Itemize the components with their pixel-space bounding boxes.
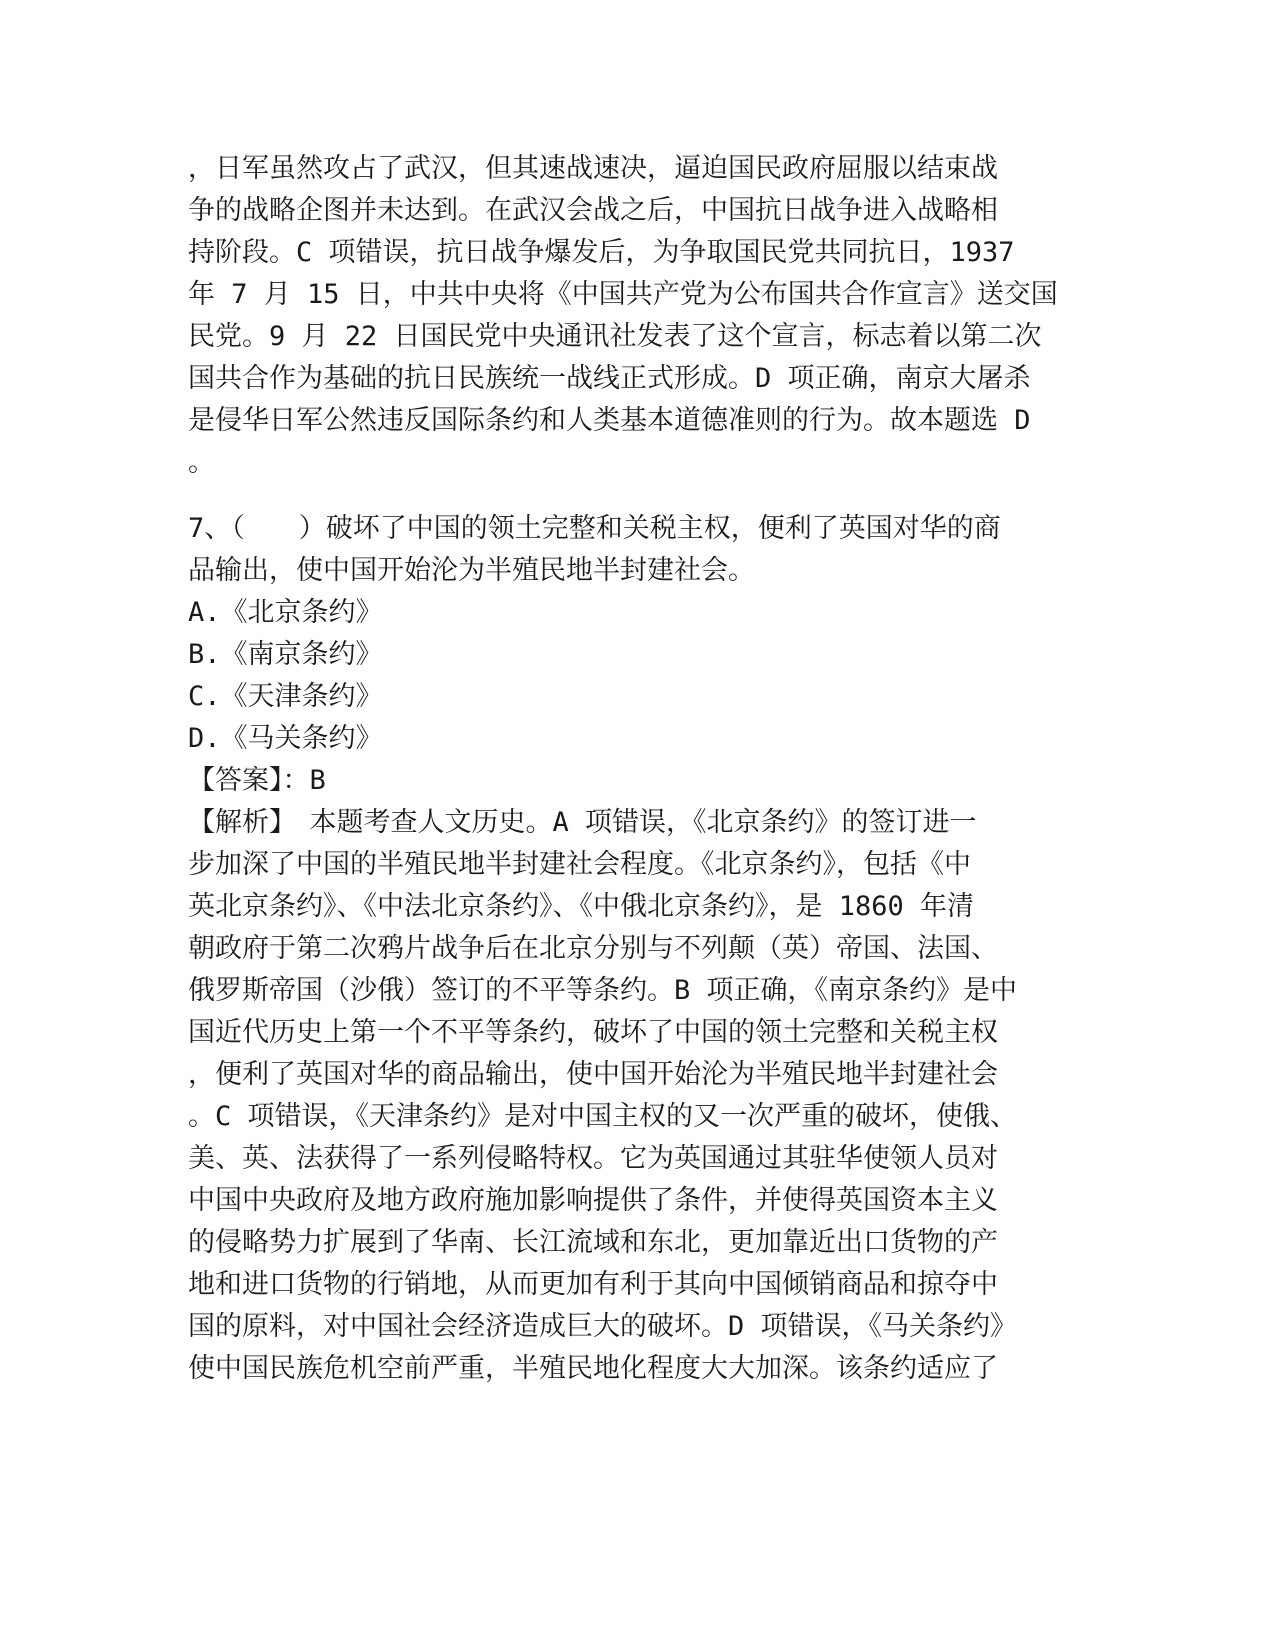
analysis-line: 英北京条约》、《中法北京条约》、《中俄北京条约》，是 1860 年清 [188, 891, 975, 922]
question-stem-line: 7、（ ）破坏了中国的领土完整和关税主权，便利了英国对华的商 [188, 513, 1001, 544]
paragraph-line: 。 [188, 447, 215, 478]
paragraph-line: 争的战略企图并未达到。在武汉会战之后，中国抗日战争进入战略相 [188, 195, 998, 226]
section-gap [188, 484, 1088, 508]
analysis-line: 国的原料，对中国社会经济造成巨大的破坏。D 项错误，《马关条约》 [188, 1311, 1018, 1342]
option-b: B.《南京条约》 [188, 639, 383, 670]
paragraph-line: 民党。9 月 22 日国民党中央通讯社发表了这个宣言，标志着以第二次 [188, 321, 1042, 352]
question-7 [188, 508, 1088, 1390]
analysis-line: 朝政府于第二次鸦片战争后在北京分别与不列颠（英）帝国、法国、 [188, 933, 998, 964]
analysis-line: 国近代历史上第一个不平等条约，破坏了中国的领土完整和关税主权 [188, 1017, 998, 1048]
analysis-line: 的侵略势力扩展到了华南、长江流域和东北，更加靠近出口货物的产 [188, 1227, 998, 1258]
option-c: C.《天津条约》 [188, 681, 383, 712]
analysis-line: 使中国民族危机空前严重，半殖民地化程度大大加深。该条约适应了 [188, 1353, 998, 1384]
analysis-line: 【解析】 本题考查人文历史。A 项错误，《北京条约》的签订进一 [188, 807, 977, 838]
paragraph-line: 是侵华日军公然违反国际条约和人类基本道德准则的行为。故本题选 D [188, 405, 1031, 436]
previous-explanation [188, 148, 1088, 484]
option-a: A.《北京条约》 [188, 597, 383, 628]
analysis-line: 美、英、法获得了一系列侵略特权。它为英国通过其驻华使领人员对 [188, 1143, 998, 1174]
analysis-line: 俄罗斯帝国（沙俄）签订的不平等条约。B 项正确，《南京条约》是中 [188, 975, 1018, 1006]
analysis-line: 步加深了中国的半殖民地半封建社会程度。《北京条约》，包括《中 [188, 849, 971, 880]
paragraph-line: ，日军虽然攻占了武汉，但其速战速决，逼迫国民政府屈服以结束战 [188, 153, 998, 184]
option-d: D.《马关条约》 [188, 723, 383, 754]
question-stem-line: 品输出，使中国开始沦为半殖民地半封建社会。 [188, 555, 755, 586]
answer-line: 【答案】：B [188, 765, 326, 796]
paragraph-line: 持阶段。C 项错误，抗日战争爆发后，为争取国民党共同抗日，1937 [188, 237, 1015, 268]
analysis [188, 802, 1088, 1390]
paragraph-line: 年 7 月 15 日，中共中央将《中国共产党为公布国共合作宣言》送交国 [188, 279, 1058, 310]
analysis-line: ，便利了英国对华的商品输出，使中国开始沦为半殖民地半封建社会 [188, 1059, 998, 1090]
page-content [188, 148, 1088, 1390]
analysis-line: 地和进口货物的行销地，从而更加有利于其向中国倾销商品和掠夺中 [188, 1269, 998, 1300]
analysis-line: 中国中央政府及地方政府施加影响提供了条件，并使得英国资本主义 [188, 1185, 998, 1216]
analysis-line: 。C 项错误，《天津条约》是对中国主权的又一次严重的破坏，使俄、 [188, 1101, 1018, 1132]
paragraph-line: 国共合作为基础的抗日民族统一战线正式形成。D 项正确，南京大屠杀 [188, 363, 1031, 394]
